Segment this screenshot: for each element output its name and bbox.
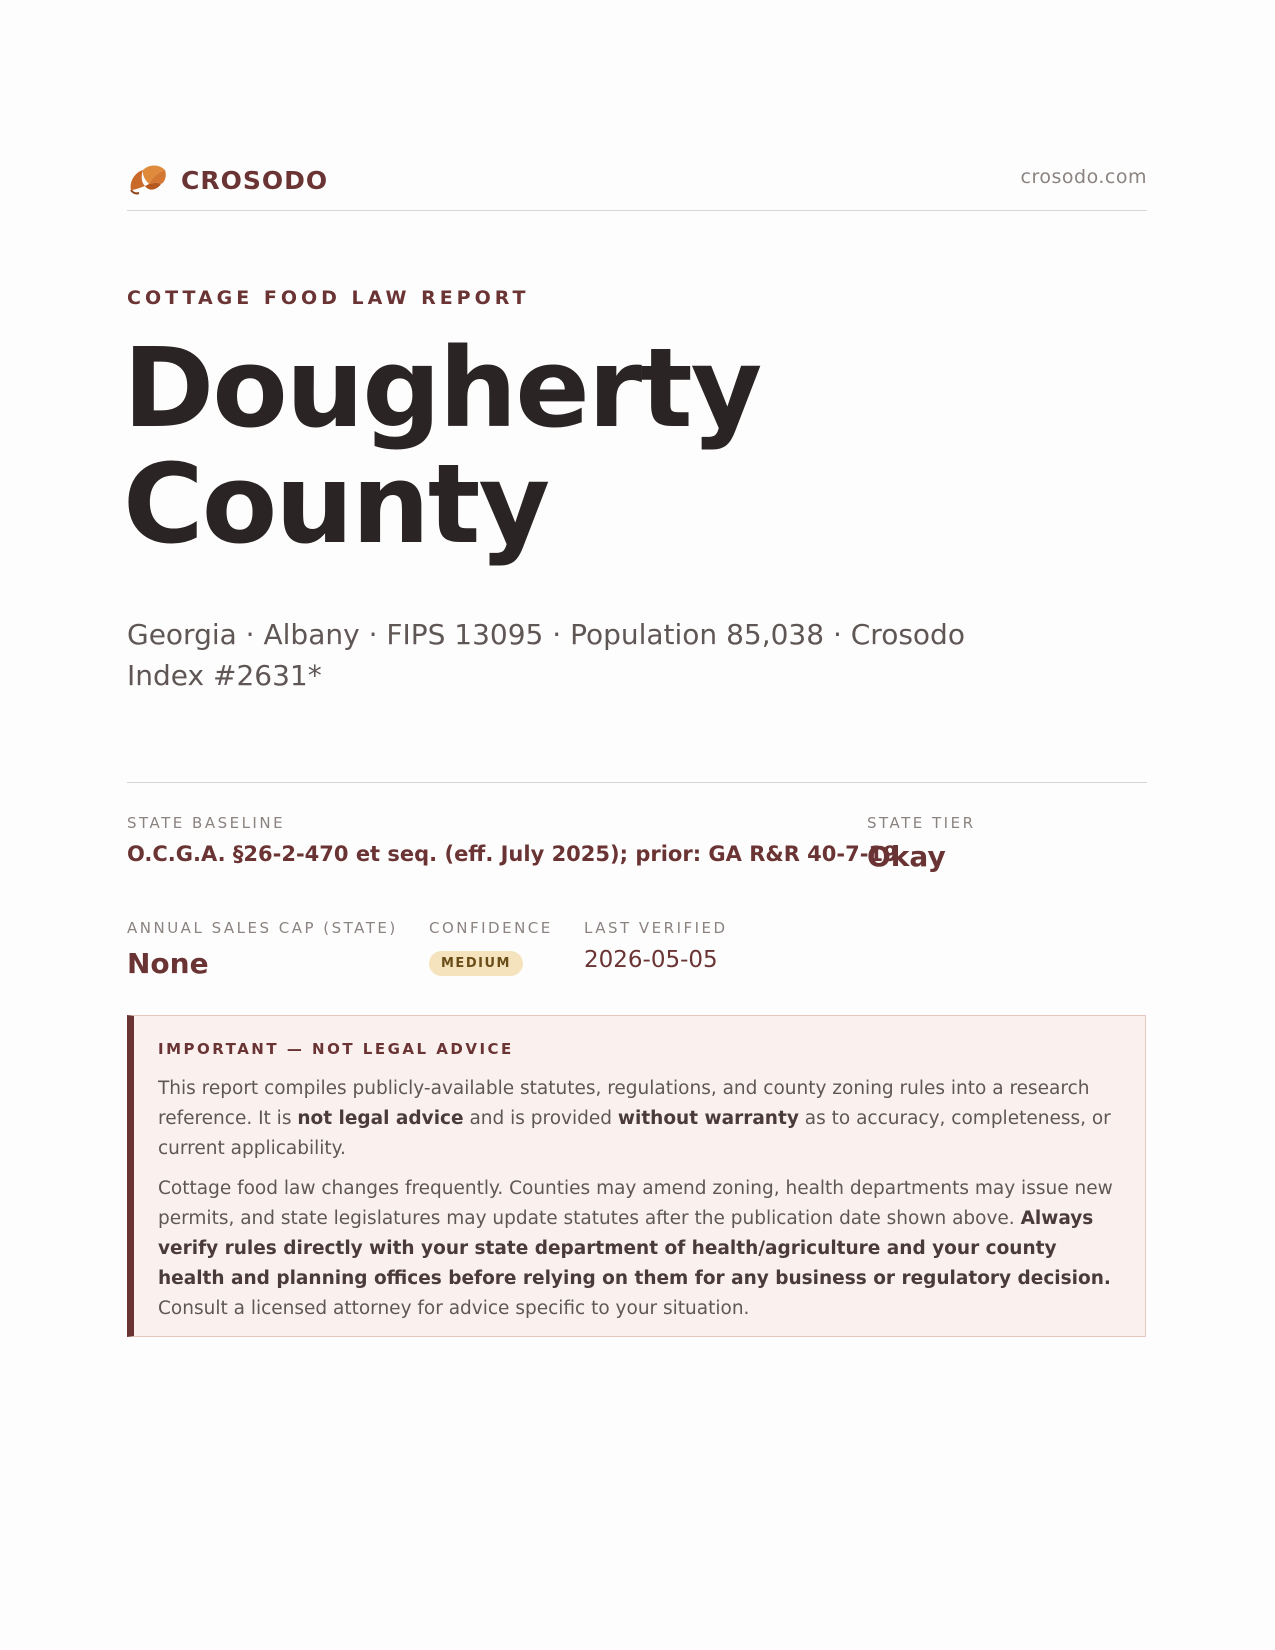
annual-sales-cap-value: None (127, 947, 209, 980)
report-eyebrow: COTTAGE FOOD LAW REPORT (127, 287, 530, 309)
notice-text: Cottage food law changes frequently. Counties may amend zoning, health departments may issue new permits, and state legislatures may update statutes after the publication date shown above. (158, 1178, 1113, 1229)
county-subtitle: Georgia · Albany · FIPS 13095 · Population 85,038 · Crosodo Index #2631* (127, 618, 965, 692)
legal-notice-paragraph-1 (158, 1074, 1119, 1164)
notice-emphasis: Always verify rules directly with your state department of health/agriculture and your county health and planning offices before relying on them for any business or regulatory decision. (158, 1208, 1111, 1289)
title-line-2: County (123, 440, 549, 568)
confidence-label: CONFIDENCE (429, 919, 553, 937)
notice-text: as to accuracy, completeness, or current applicability. (158, 1108, 1111, 1159)
state-tier-field (867, 814, 976, 873)
annual-sales-cap-field (127, 919, 398, 980)
state-baseline-value: O.C.G.A. §26-2-470 et seq. (eff. July 2025); prior: GA R&R 40-7-19 (127, 842, 898, 866)
last-verified-value: 2026-05-05 (584, 947, 718, 973)
state-baseline-label: STATE BASELINE (127, 814, 286, 832)
page-title (123, 324, 761, 568)
state-tier-value: Okay (867, 840, 946, 873)
notice-text: and is provided (463, 1108, 618, 1129)
croissant-icon (127, 162, 169, 198)
site-url[interactable]: crosodo.com (1020, 166, 1147, 188)
notice-text: This report compiles publicly-available statutes, regulations, and county zoning rules into a research reference. It is (158, 1078, 1090, 1129)
section-divider (127, 782, 1147, 783)
page-header (127, 158, 1147, 211)
notice-emphasis: without warranty (617, 1108, 799, 1129)
state-tier-label: STATE TIER (867, 814, 976, 832)
confidence-field (429, 919, 553, 976)
last-verified-label: LAST VERIFIED (584, 919, 728, 937)
title-line-1: Dougherty (123, 324, 761, 452)
notice-text: Consult a licensed attorney for advice specific to your situation. (158, 1298, 750, 1319)
confidence-badge: MEDIUM (429, 951, 523, 976)
last-verified-field (584, 919, 728, 973)
notice-emphasis: not legal advice (297, 1108, 464, 1129)
annual-sales-cap-label: ANNUAL SALES CAP (STATE) (127, 919, 398, 937)
brand-name: CROSODO (181, 165, 329, 195)
state-baseline-field (127, 814, 898, 866)
legal-notice-paragraph-2 (158, 1174, 1119, 1324)
legal-notice-title: IMPORTANT — NOT LEGAL ADVICE (158, 1040, 514, 1058)
brand[interactable] (127, 162, 328, 198)
legal-notice (127, 1015, 1146, 1337)
